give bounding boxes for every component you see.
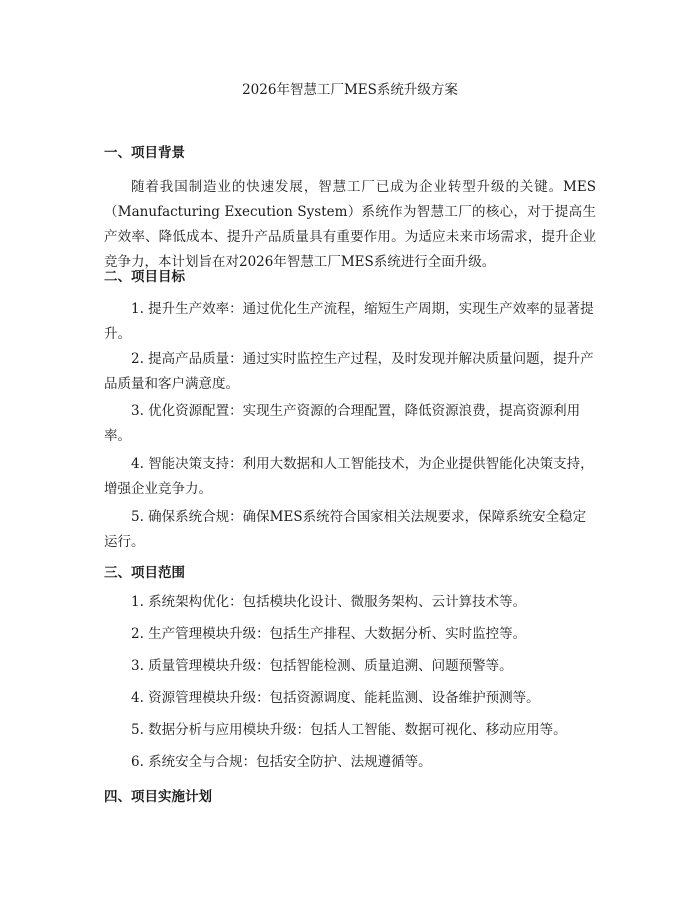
scope-item-1: 1. 系统架构优化：包括模块化设计、微服务架构、云计算技术等。 [131, 594, 527, 610]
scope-item-2: 2. 生产管理模块升级：包括生产排程、大数据分析、实时监控等。 [131, 626, 527, 642]
background-paragraph: 随着我国制造业的快速发展，智慧工厂已成为企业转型升级的关键。MES（Manufacturing Execution System）系统作为智慧工厂的核心，对于提高生产效率、降低成本、提升产品质量具有重要作用。为适应未来市场需求，提升企业竞争力，本计划旨在对2026年智慧工厂MES系统进行全面升级。 [104, 179, 596, 270]
section-heading-scope: 三、项目范围 [104, 565, 185, 581]
goal-item-2: 2. 提高产品质量：通过实时监控生产过程，及时发现并解决质量问题，提升产品质量和客户满意度。 [104, 351, 594, 392]
scope-item-3: 3. 质量管理模块升级：包括智能检测、质量追溯、问题预警等。 [131, 658, 513, 674]
goal-item-3: 3. 优化资源配置：实现生产资源的合理配置，降低资源浪费，提高资源利用率。 [104, 403, 581, 444]
goal-item-1: 1. 提升生产效率：通过优化生产流程，缩短生产周期，实现生产效率的显著提升。 [104, 301, 594, 342]
scope-item-4: 4. 资源管理模块升级：包括资源调度、能耗监测、设备维护预测等。 [131, 690, 540, 706]
section-heading-background: 一、项目背景 [104, 145, 185, 161]
section-heading-implementation: 四、项目实施计划 [104, 789, 212, 805]
scope-item-6: 6. 系统安全与合规：包括安全防护、法规遵循等。 [131, 754, 432, 770]
section-heading-goals: 二、项目目标 [104, 269, 185, 285]
goal-item-5: 5. 确保系统合规：确保MES系统符合国家相关法规要求，保障系统安全稳定运行。 [104, 509, 587, 550]
goal-item-4: 4. 智能决策支持：利用大数据和人工智能技术，为企业提供智能化决策支持，增强企业竞争力。 [104, 456, 594, 497]
scope-item-5: 5. 数据分析与应用模块升级：包括人工智能、数据可视化、移动应用等。 [131, 722, 567, 738]
document-title: 2026年智慧工厂MES系统升级方案 [242, 82, 458, 98]
